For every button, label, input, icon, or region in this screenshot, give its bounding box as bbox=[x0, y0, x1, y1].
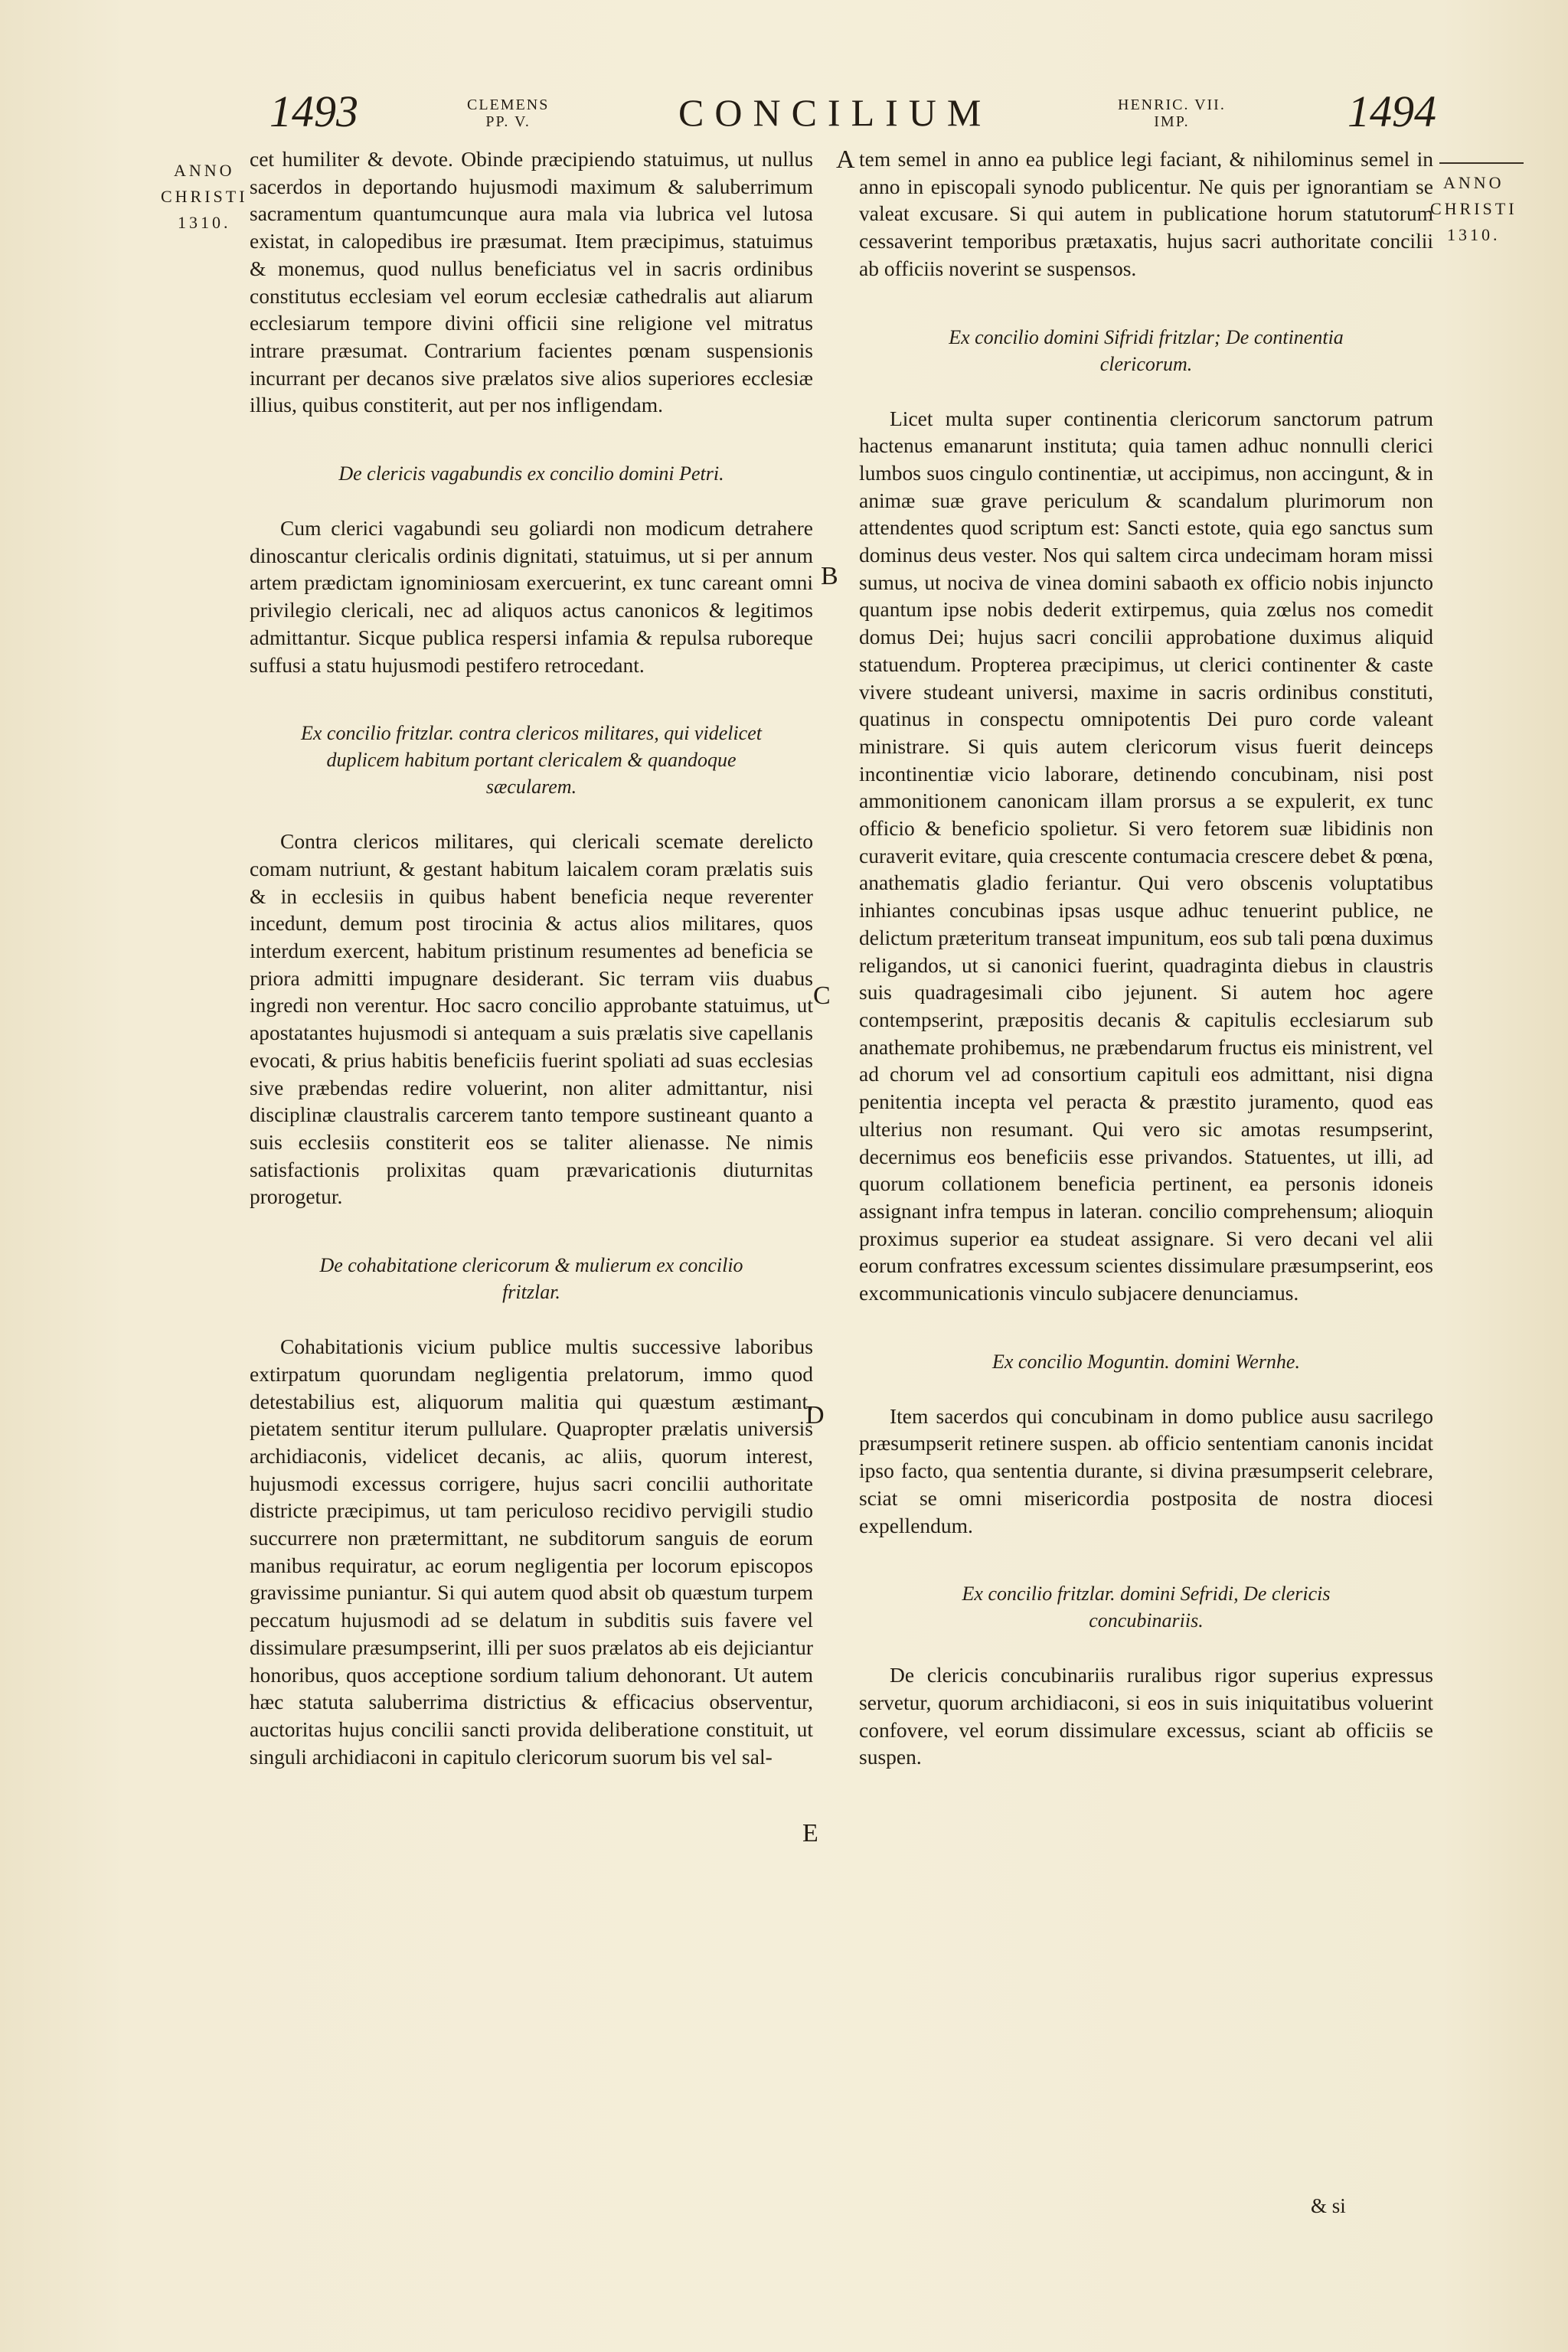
paragraph: De clericis concubinariis ruralibus rigor superius expressus servetur, quorum archidiaconi, si eos in suis iniquitatibus voluerint confovere, vel eorum dissimulare excessus, sciant ab officiis se suspen. bbox=[859, 1663, 1433, 1769]
margin-anno: ANNO bbox=[1443, 173, 1504, 192]
pope-name: CLEMENS bbox=[467, 96, 550, 113]
paragraph: Item sacerdos qui concubinam in domo publice ausu sacrilego præsumpserit retinere suspen. ab officio sententiam canonis incidat ipso facto, qua sententia durante, si divina præsumpserit celebrare, sciat se omni misericordia postposita de nostra diocesi expellendum. bbox=[859, 1403, 1433, 1537]
left-margin-year bbox=[161, 158, 248, 236]
section-heading: Ex concilio domini Sifridi fritzlar; De continentia clericorum. bbox=[949, 325, 1344, 375]
section-heading: Ex concilio fritzlar. domini Sefridi, De clericis concubinariis. bbox=[962, 1583, 1331, 1632]
section-letter-b: B bbox=[821, 562, 838, 590]
catchword: & si bbox=[1311, 2194, 1346, 2217]
paragraph: Contra clericos militares, qui clericali scemate derelicto comam nutriunt, & gestant habitum laicalem coram prælatis suis & in ecclesiis in quibus habent beneficia neque reverenter incedunt, demum post tirocinia & actus alios militares, quos interdum exercent, habitum pristinum resumentes ad beneficia se priora admitti impugnare desiderant. Sic terram viis duabus ingredi non verentur. Hoc sacro concilio approbante statuimus, ut apostatantes hujusmodi si antequam a suis prælatis sive capellanis evocati, & prius habitis beneficiis fuerint spoliati ad suas ecclesias sive præbendas redire voluerint, non aliter admittantur, nisi disciplinæ claustralis carcerem tanto tempore sustineant quanto a suis ecclesiis constiterit eos se taliter alienasse. Ne nimis satisfactionis prolixitas quam prævaricationis diuturnitas prorogetur. bbox=[250, 829, 813, 1209]
margin-anno: ANNO bbox=[174, 161, 235, 180]
emperor-name: HENRIC. VII. bbox=[1118, 96, 1226, 113]
right-text-column bbox=[859, 145, 1433, 1771]
section-heading: Ex concilio Moguntin. domini Wernhe. bbox=[992, 1350, 1300, 1373]
paragraph: Cum clerici vagabundi seu goliardi non modicum detrahere dinoscantur clericalis ordinis dignitati, statuimus, ut si per annum artem prædictam ignominiosam exercuerint, ex tunc careant omni privilegio clericali, nec ad aliquos actus canonicos & legitimos admittantur. Sicque publica respersi infamia & repulsa ruboreque suffusi a statu hujusmodi pestifero retrocedant. bbox=[250, 516, 813, 677]
section-letter-a: A bbox=[836, 145, 855, 174]
margin-rule bbox=[1439, 162, 1524, 164]
section-letter-c: C bbox=[813, 982, 831, 1010]
emperor-title: IMP. bbox=[1154, 113, 1190, 130]
section-letter-d: D bbox=[805, 1401, 825, 1429]
section-heading: De clericis vagabundis ex concilio domini Petri. bbox=[338, 462, 724, 485]
paragraph: cet humiliter & devote. Obinde præcipiendo statuimus, ut nullus sacerdos in deportando hujusmodi maximum & saluberrimum sacramentum quantumcunque aura mala via lubrica vel lutosa existat, in calopedibus ire præsumat. Item præcipimus, statuimus & monemus, quod nullus beneficiatus vel in sacris ordinibus constitutus ecclesiam vel eorum ecclesiæ cathedralis aut aliarum ecclesiarum tempore divini officii sine religione vel mitratus intrare præsumat. Contrarium facientes pœnam suspensionis incurrant per decanos sive prælatos sive alios superiores ecclesiæ illius, quibus constiterit, aut per nos infligendam. bbox=[250, 147, 813, 417]
section-heading: De cohabitatione clericorum & mulierum ex concilio fritzlar. bbox=[319, 1254, 743, 1304]
right-margin-year bbox=[1430, 170, 1517, 248]
margin-year: 1310. bbox=[178, 213, 231, 232]
right-folio-number: 1494 bbox=[1348, 87, 1436, 136]
paragraph: Licet multa super continentia clericorum sanctorum patrum hactenus emanarunt instituta; quia tamen adhuc nonnulli clerici lumbos suos cingulo continentiæ, ut accipimus, non accingunt, & in animæ suæ grave periculum & scandalum plurimorum non attendentes quod scriptum est: Sancti estote, quia ego sanctus sum dominus deus vester. Nos qui saltem circa undecimam horam missi sumus, ut nociva de vinea domini sabaoth ex officio nobis injuncto quantum ipse nobis dederit extirpemus, quia zœlus nos comedit domus Dei; hujus sacri concilii approbatione duximus aliquid statuendum. Propterea præcipimus, ut clerici continenter & caste vivere studeant universi, maxime in sacris ordinibus constituti, quatinus in conspectu omnipotentis Dei puro corde valeant ministrare. Si quis autem clericorum visus fuerit deinceps incontinentiæ vicio laborare, detinendo concubinam, nisi post ammonitionem canonicam illam prorsus a se expulerit, ex tunc officio & beneficio spolietur. Si vero fetorem suæ libidinis non curaverit evitare, quia crescente contumacia crescere debet & pœna, anathematis gladio feriantur. Qui vero obscenis voluptatibus inhiantes concubinas ipsas usque adhuc tenuerint publice, ne delictum præteritum transeat impunitum, eos sub tali pœna duximus religandos, ut si canonici fuerint, quadraginta diebus in claustris suis quadragesimali cibo jejunent. Si autem hoc agere contempserint, præpositis decanis & capitulis ecclesiarum sub anathemate prohibemus, ne præbendarum fructus eis ministrent, vel ad chorum vel ad consortium capituli eos admittant, nisi digna penitentia incepta vel peracta & præstito juramento, quod eas ulterius non resumant. Qui vero sic amotas resumpserint, decernimus eos beneficiis esse privandos. Statuentes, ut illi, ad quorum collationem beneficia pertinent, ea personis idoneis assignant infra tempus in lateran. concilio comprehensum; alioquin proximus superior ea studeat assignare. Si vero decani vel alii eorum confratres excessum scientes dissimulare præsumpserint, eos excommunicationis vinculo subjacere denunciamus. bbox=[859, 406, 1433, 1305]
section-letter-e: E bbox=[802, 1819, 818, 1847]
page-title: CONCILIUM bbox=[678, 91, 992, 134]
section-heading: Ex concilio fritzlar. contra clericos militares, qui videlicet duplicem habitum portant clericalem & quandoque sæcularem. bbox=[301, 722, 762, 799]
paragraph: Cohabitationis vicium publice multis successive laboribus extirpatum quorundam negligentia prelatorum, immo quod detestabilius est, aliquorum malitia qui quæstum æstimant, pietatem sentitur iterum pullulare. Quapropter prælatis universis archidiaconis, videlicet decanis, ac aliis, quorum interest, hujusmodi excessus corrigere, hujus sacri concilii authoritate districte præcipimus, ut tam periculoso recidivo pervigili studio succurrere non prætermittant, ne subditorum sanguis de eorum manibus requiratur, ac eorum negligentia per locorum episcopos gravissime puniantur. Si qui autem quod absit ob quæstum turpem peccatum hujusmodi ad se delatum in subditis suis favere vel dissimulare præsumpserint, illi per suos prælatos ab eis dejiciantur honoribus, quos acceptione sordium talium dehonorant. Ut autem hæc statuta saluberrima districtius & efficacius observentur, auctoritas hujus concilii sancti provida deliberatione constituit, ut singuli archidiaconi in capitulo clericorum suorum bis vel sal- bbox=[250, 1334, 813, 1769]
pope-label bbox=[467, 96, 549, 130]
paragraph: tem semel in anno ea publice legi faciant, & nihilominus semel in anno in episcopali synodo publicentur. Ne quis per ignorantiam se valeat excusare. Si qui autem in publicatione horum statutorum cessaverint temporibus prætaxatis, hujus sacri authoritate concilii ab officiis noverint se suspensos. bbox=[859, 147, 1433, 280]
margin-christi: CHRISTI bbox=[1430, 199, 1517, 218]
left-folio-number: 1493 bbox=[270, 87, 358, 136]
margin-year: 1310. bbox=[1447, 225, 1501, 244]
emperor-label bbox=[1118, 96, 1226, 130]
margin-christi: CHRISTI bbox=[161, 187, 248, 206]
left-text-column bbox=[250, 145, 813, 1770]
pope-number: PP. V. bbox=[485, 113, 531, 130]
